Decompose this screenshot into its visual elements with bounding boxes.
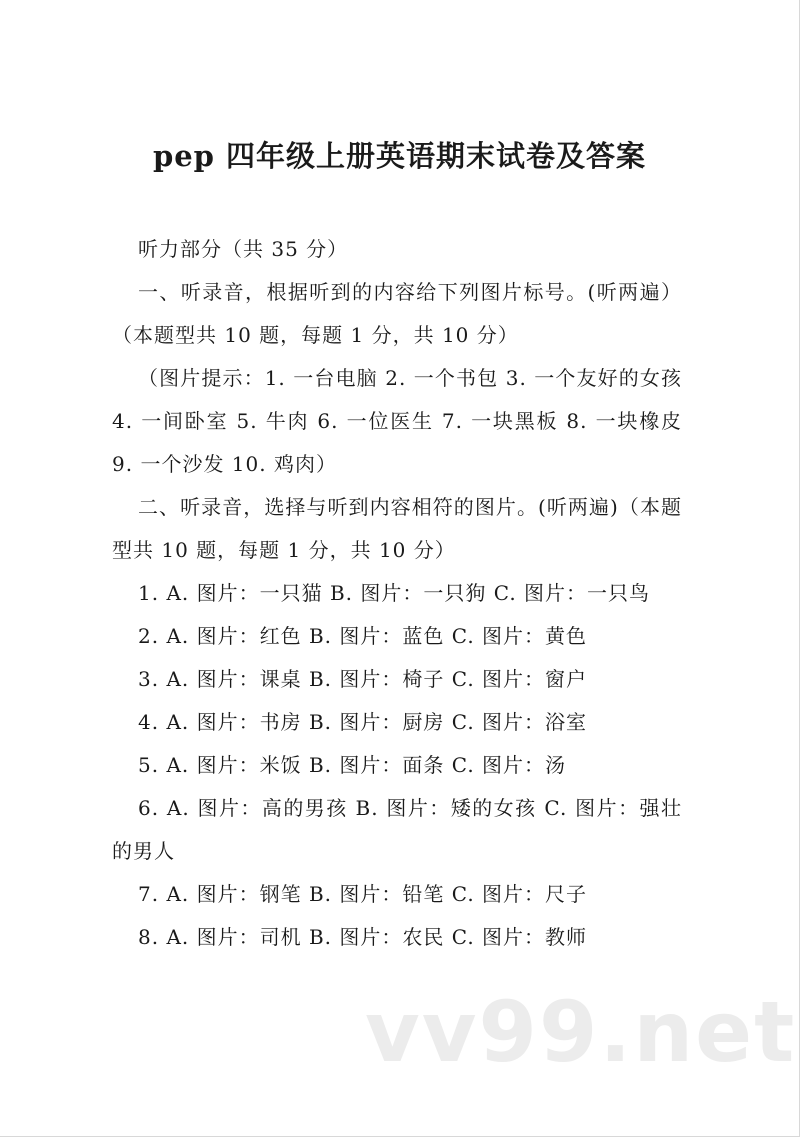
document-body: [112, 228, 682, 959]
watermark: vv99.net: [365, 983, 797, 1081]
question-item: 3. A. 图片：课桌 B. 图片：椅子 C. 图片：窗户: [138, 667, 588, 691]
question-item: 7. A. 图片：钢笔 B. 图片：铅笔 C. 图片：尺子: [138, 882, 588, 906]
section1-heading: 一、听录音，根据听到的内容给下列图片标号。(听两遍）（本题型共 10 题，每题 1 分，共 10 分）: [112, 280, 682, 347]
section2-heading: 二、听录音，选择与听到内容相符的图片。(听两遍)（本题型共 10 题，每题 1 分，共 10 分）: [112, 495, 682, 562]
question-item: 2. A. 图片：红色 B. 图片：蓝色 C. 图片：黄色: [138, 624, 588, 648]
listening-header: 听力部分（共 35 分）: [138, 237, 349, 261]
question-item: 8. A. 图片：司机 B. 图片：农民 C. 图片：教师: [138, 925, 588, 949]
question-item: 4. A. 图片：书房 B. 图片：厨房 C. 图片：浴室: [138, 710, 588, 734]
document-title: pep 四年级上册英语期末试卷及答案: [152, 139, 647, 173]
question-item: 5. A. 图片：米饭 B. 图片：面条 C. 图片：汤: [138, 753, 567, 777]
question-item: 1. A. 图片：一只猫 B. 图片：一只狗 C. 图片：一只鸟: [138, 581, 651, 605]
question-item: 6. A. 图片：高的男孩 B. 图片：矮的女孩 C. 图片：强壮的男人: [112, 796, 682, 863]
section1-hint: （图片提示：1. 一台电脑 2. 一个书包 3. 一个友好的女孩 4. 一间卧室 5. 牛肉 6. 一位医生 7. 一块黑板 8. 一块橡皮 9. 一个沙发 10. 鸡肉）: [112, 366, 682, 476]
